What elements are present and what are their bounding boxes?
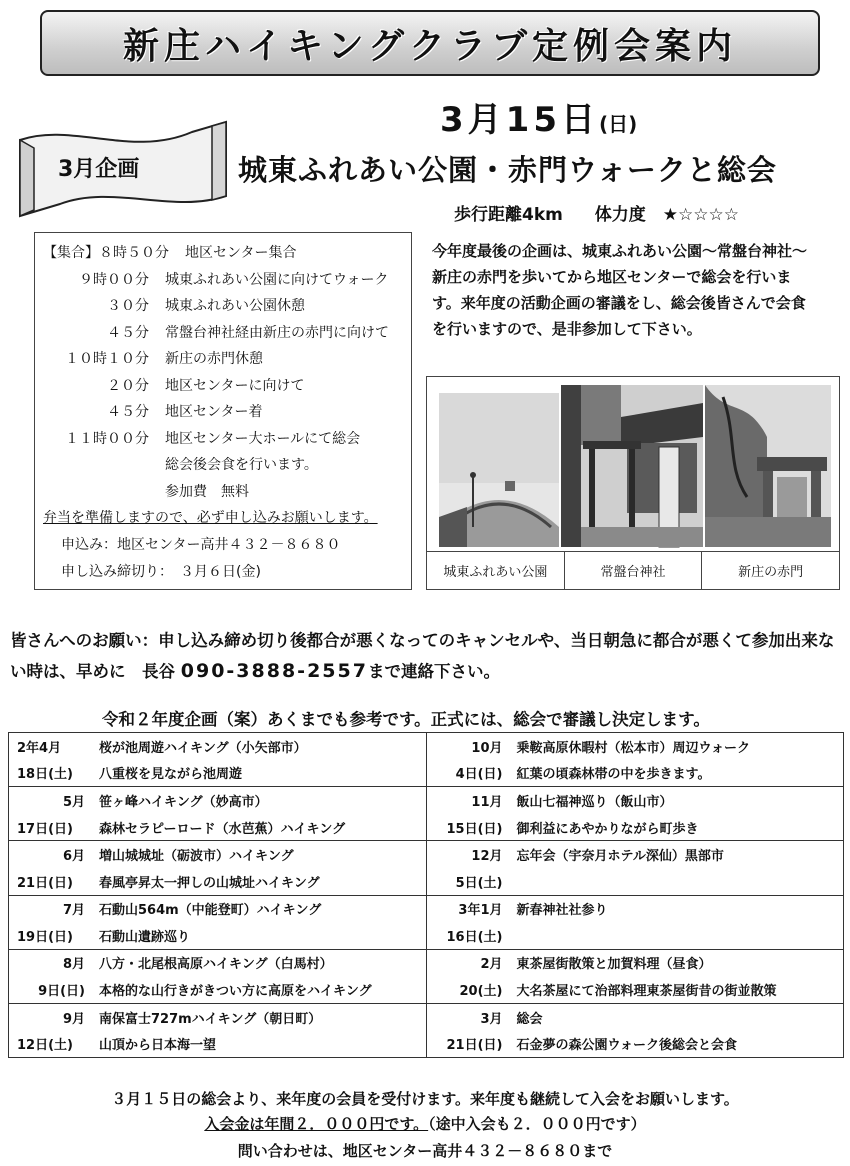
schedule-row <box>43 372 403 399</box>
plan-month: 2年4月 <box>17 740 62 756</box>
schedule-time: ４５分 <box>107 404 149 421</box>
plan-entry <box>427 733 844 786</box>
plan-month: 9月 <box>62 1011 85 1027</box>
schedule-time: １０時１０分 <box>65 351 149 368</box>
schedule-time: １１時００分 <box>65 430 149 447</box>
plan-detail: 春風亭昇太一押しの山城址ハイキング <box>99 875 320 891</box>
plan-entry <box>9 786 426 840</box>
application-deadline: 申し込み締切り： ３月６日(金) <box>61 563 261 580</box>
schedule-desc: 地区センターに向けて <box>165 377 305 394</box>
photo-captions <box>427 551 839 589</box>
photo-caption: 城東ふれあい公園 <box>443 565 548 580</box>
photo-strip <box>427 377 839 553</box>
plan-entry <box>427 895 844 949</box>
walking-distance: 歩行距離4km <box>454 205 563 225</box>
schedule-row <box>43 451 403 478</box>
plan-month: 3年1月 <box>458 903 503 919</box>
plan-day: 4日(日) <box>455 767 503 783</box>
shrine-photo <box>561 385 703 547</box>
plan-month: 2月 <box>480 957 503 973</box>
plan-detail: 八重桜を見ながら池周遊 <box>99 767 243 783</box>
schedule-desc: 地区センター大ホールにて総会 <box>165 430 361 447</box>
plan-entry <box>427 840 844 894</box>
photo-caption: 常盤台神社 <box>564 552 702 589</box>
plan-title: 南保富士727mハイキング（朝日町） <box>99 1011 322 1027</box>
plan-entry <box>427 949 844 1003</box>
fee-note: （途中入会も２．０００円です） <box>428 1115 646 1133</box>
schedule-desc: 地区センター着 <box>165 404 263 421</box>
plan-column-right <box>426 733 844 1057</box>
schedule-row <box>43 319 403 346</box>
schedule-time: 【集合】８時５０分 <box>43 245 169 262</box>
plan-entry <box>9 895 426 949</box>
plan-day: 9日(日) <box>38 984 85 1000</box>
event-meta <box>454 200 739 225</box>
flag-label: 3月企画 <box>58 157 140 182</box>
plan-day: 18日(土) <box>17 767 73 783</box>
plan-day: 21日(日) <box>17 875 73 891</box>
schedule-row <box>43 292 403 319</box>
plan-month: 10月 <box>471 740 503 756</box>
stamina-rating: 体力度 ★☆☆☆☆ <box>594 205 739 225</box>
request-suffix: まで連絡下さい。 <box>367 662 500 681</box>
plan-month: 8月 <box>62 957 85 973</box>
plan-entry <box>9 949 426 1003</box>
plan-detail: 大名茶屋にて治部料理東茶屋街昔の街並散策 <box>516 984 777 1000</box>
photo-frame <box>426 376 840 590</box>
schedule-desc: 常盤台神社経由新庄の赤門に向けて <box>165 324 389 341</box>
plan-day: 20(土) <box>459 984 503 1000</box>
event-date-text: 3月15日 <box>440 100 599 140</box>
plan-entry <box>427 786 844 840</box>
application-contact: 申込み：地区センター高井４３２－８６８０ <box>61 536 341 553</box>
page-title: 新庄ハイキングクラブ定例会案内 <box>123 25 737 67</box>
plan-table <box>8 732 844 1058</box>
schedule-row <box>43 478 403 505</box>
schedule-desc: 参加費 無料 <box>165 483 249 500</box>
schedule-desc: 城東ふれあい公園休憩 <box>165 298 305 315</box>
plan-detail: 石動山遺跡巡り <box>99 929 191 945</box>
membership-fee <box>0 1113 850 1134</box>
plan-title: 忘年会（宇奈月ホテル深仙）黒部市 <box>516 849 724 865</box>
photo-caption: 新庄の赤門 <box>701 552 839 589</box>
park-photo <box>439 393 559 547</box>
schedule-desc: 地区センター集合 <box>185 245 297 262</box>
schedule-row <box>43 345 403 372</box>
title-banner <box>40 10 820 76</box>
gate-photo <box>705 385 831 547</box>
schedule-time: ３０分 <box>107 298 149 315</box>
plan-day: 5日(土) <box>455 875 503 891</box>
schedule-row <box>43 425 403 452</box>
plan-detail: 山頂から日本海一望 <box>99 1038 217 1054</box>
plan-detail: 紅葉の頃森林帯の中を歩きます。 <box>516 767 711 783</box>
plan-column-left <box>9 733 426 1057</box>
request-text: 皆さんへのお願い：申し込み締め切り後都合が悪くなってのキャンセルや、当日朝急に都合が悪くて参加出来ない時は、早めに 長谷 <box>10 631 835 681</box>
plan-month: 12月 <box>471 849 503 865</box>
membership-notice: ３月１５日の総会より、来年度の会員を受付けます。来年度も継続して入会をお願いします。 <box>111 1090 739 1108</box>
plan-entry <box>9 1003 426 1057</box>
schedule-desc: 城東ふれあい公園に向けてウォーク <box>165 271 389 288</box>
plan-detail: 本格的な山行きがきつい方に高原をハイキング <box>99 984 372 1000</box>
plan-day: 17日(日) <box>17 821 73 837</box>
contact-info: 問い合わせは、地区センター高井４３２－８６８０まで <box>237 1142 613 1160</box>
plan-entry <box>427 1003 844 1057</box>
schedule-row <box>43 239 403 266</box>
event-weekday: (日) <box>598 112 638 136</box>
plan-heading: 令和２年度企画（案）あくまでも参考です。正式には、総会で審議し決定します。 <box>102 710 710 729</box>
plan-title: 笹ヶ峰ハイキング（妙高市） <box>99 794 268 810</box>
plan-day: 19日(日) <box>17 929 73 945</box>
event-date <box>440 92 637 141</box>
plan-title: 東茶屋街散策と加賀料理（昼食） <box>516 957 712 973</box>
schedule-time: ４５分 <box>107 324 149 341</box>
plan-title: 総会 <box>516 1011 543 1027</box>
plan-detail: 御利益にあやかりながら町歩き <box>516 821 699 837</box>
plan-title: 増山城城址（砺波市）ハイキング <box>99 849 294 865</box>
schedule-row <box>43 266 403 293</box>
fee-text: 入会金は年間２．０００円です。 <box>204 1115 429 1133</box>
plan-entry <box>9 733 426 786</box>
plan-month: 5月 <box>62 794 85 810</box>
schedule-time: ２０分 <box>107 377 149 394</box>
plan-title: 飯山七福神巡り（飯山市） <box>516 794 673 810</box>
plan-day: 12日(土) <box>17 1038 73 1054</box>
plan-title: 桜が池周遊ハイキング（小矢部市） <box>99 740 307 756</box>
plan-title: 新春神社社参り <box>516 903 608 919</box>
plan-detail: 森林セラピーロード（水芭蕉）ハイキング <box>99 821 346 837</box>
schedule-box <box>34 232 412 590</box>
cancellation-request <box>10 626 846 687</box>
plan-title: 乗鞍高原休暇村（松本市）周辺ウォーク <box>516 740 750 756</box>
plan-month: 11月 <box>471 794 503 810</box>
event-title: 城東ふれあい公園・赤門ウォークと総会 <box>238 153 777 187</box>
plan-month: 6月 <box>62 849 85 865</box>
plan-day: 16日(土) <box>446 929 503 945</box>
contact-phone: 090-3888-2557 <box>180 660 368 682</box>
plan-detail: 石金夢の森公園ウォーク後総会と会食 <box>516 1038 737 1054</box>
schedule-desc: 新庄の赤門休憩 <box>165 351 263 368</box>
plan-month: 7月 <box>62 903 85 919</box>
schedule-time: ９時００分 <box>79 271 149 288</box>
plan-day: 15日(日) <box>446 821 503 837</box>
plan-month: 3月 <box>480 1011 503 1027</box>
event-description: 今年度最後の企画は、城東ふれあい公園～常盤台神社～新庄の赤門を歩いてから地区センターで総会を行います。来年度の活動企画の審議をし、総会後皆さんで会食を行いますので、是非参加して下さい。 <box>432 242 808 338</box>
schedule-note <box>43 504 403 530</box>
schedule-row <box>43 398 403 425</box>
schedule-desc: 総会後会食を行います。 <box>165 457 318 474</box>
plan-entry <box>9 840 426 894</box>
plan-title: 八方・北尾根高原ハイキング（白馬村） <box>99 957 333 973</box>
schedule-note-text: 弁当を準備しますので、必ず申し込みお願いします。 <box>43 510 378 526</box>
plan-day: 21日(日) <box>446 1038 503 1054</box>
plan-title: 石動山564m（中能登町）ハイキング <box>99 903 322 919</box>
